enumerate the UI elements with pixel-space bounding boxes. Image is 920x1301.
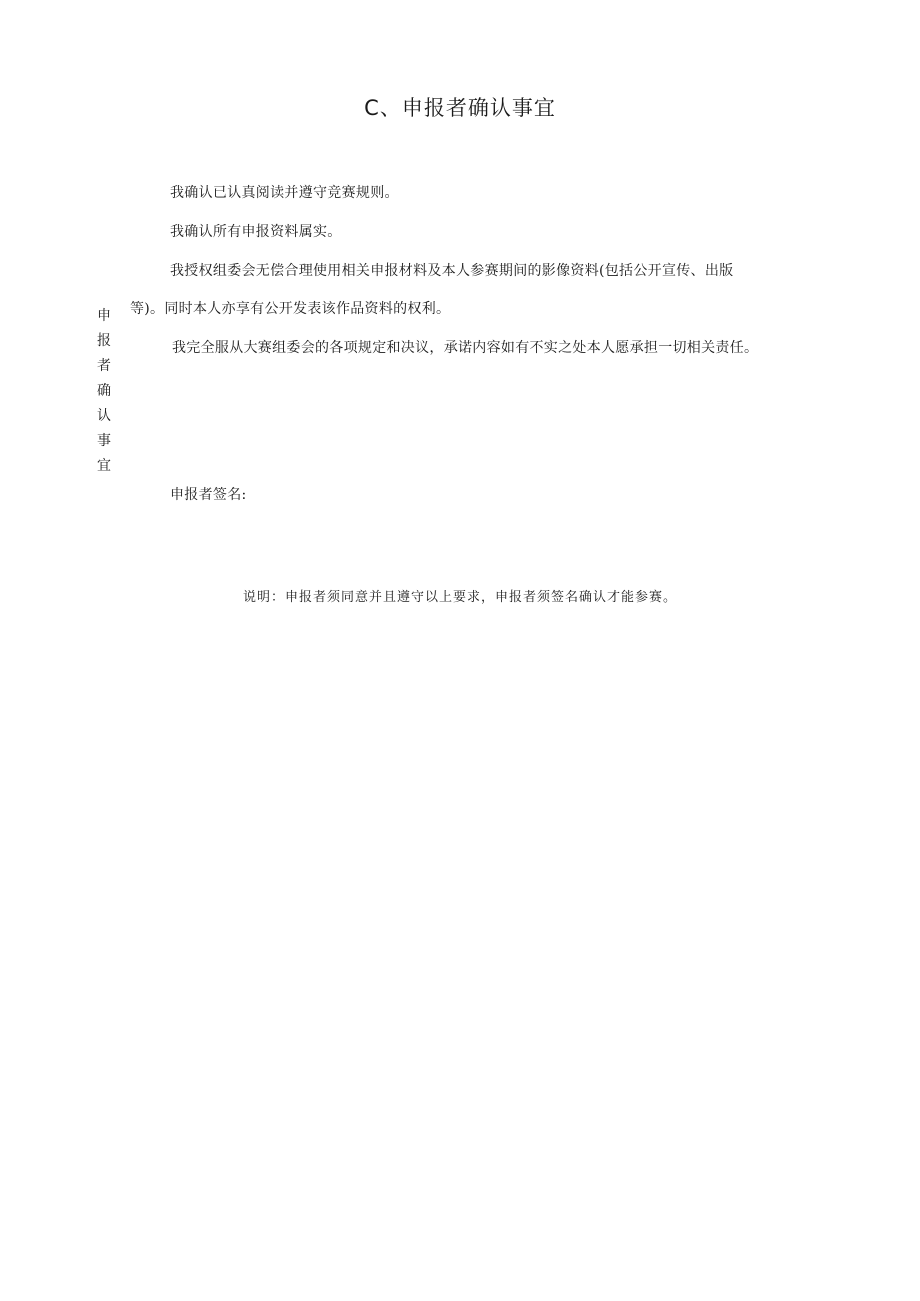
side-label-char: 确 bbox=[97, 383, 111, 399]
confirmation-paragraph-truthful: 我确认所有申报资料属实。 bbox=[170, 224, 342, 240]
confirmation-paragraph-authorization-cont: 等)。同时本人亦享有公开发表该作品资料的权利。 bbox=[130, 301, 451, 317]
confirmation-paragraph-rules: 我确认已认真阅读并遵守竞赛规则。 bbox=[170, 185, 399, 201]
side-label-char: 报 bbox=[97, 333, 111, 349]
side-label-char: 事 bbox=[97, 433, 111, 449]
side-label-char: 者 bbox=[97, 358, 111, 374]
side-label-char: 认 bbox=[97, 408, 111, 424]
signature-label: 申报者签名: bbox=[170, 487, 247, 503]
side-label-char: 宜 bbox=[97, 458, 111, 474]
side-label-char: 申 bbox=[97, 308, 111, 324]
page-title: C、申报者确认事宜 bbox=[364, 96, 556, 120]
confirmation-paragraph-authorization: 我授权组委会无偿合理使用相关申报材料及本人参赛期间的影像资料(包括公开宣传、出版 bbox=[170, 263, 734, 279]
side-label bbox=[94, 304, 114, 479]
footnote: 说明：申报者须同意并且遵守以上要求，申报者须签名确认才能参赛。 bbox=[242, 590, 677, 605]
confirmation-paragraph-compliance: 我完全服从大赛组委会的各项规定和决议，承诺内容如有不实之处本人愿承担一切相关责任。 bbox=[172, 340, 759, 356]
